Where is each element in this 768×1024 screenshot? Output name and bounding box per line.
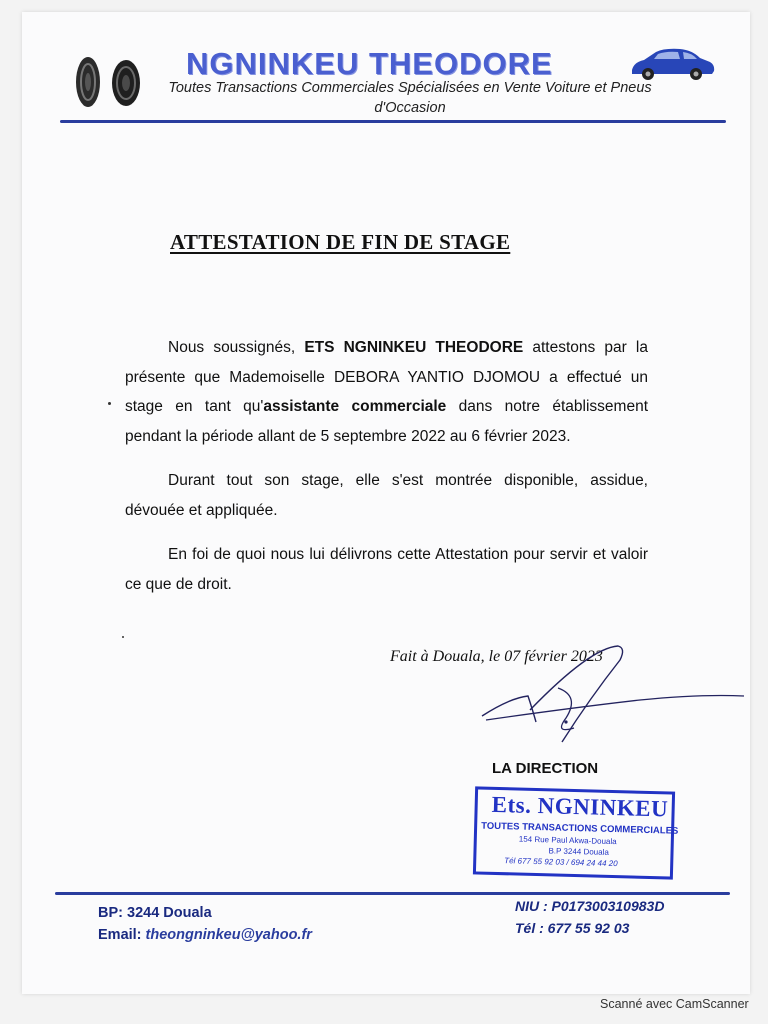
company-stamp	[473, 786, 679, 879]
p1-company: ETS NGNINKEU THEODORE	[304, 339, 524, 356]
stamp-address: 154 Rue Paul Akwa-Douala	[518, 834, 617, 847]
stamp-po-box: B.P 3244 Douala	[548, 846, 609, 857]
company-name: NGNINKEU THEODORE	[186, 46, 553, 81]
stamp-phone: Tél 677 55 92 03 / 694 24 44 20	[504, 856, 618, 869]
place-and-date: Fait à Douala, le 07 février 2023	[390, 648, 603, 665]
paragraph-evaluation: Durant tout son stage, elle s'est montrée disponible, assidue, dévouée et appliquée.	[125, 472, 648, 519]
footer-contact	[98, 902, 312, 946]
paragraph-attestation	[125, 333, 648, 451]
email-value: theongninkeu@yahoo.fr	[145, 927, 312, 943]
footer-identifiers	[515, 895, 664, 939]
scan-speck	[108, 402, 111, 405]
stamp-name: Ets. NGNINKEU	[491, 791, 669, 822]
p1-middle: attestons par la présente que Mademoiselle DEBORA YANTIO DJOMOU a effectué un stage en tant qu'	[125, 339, 648, 415]
document-title: ATTESTATION DE FIN DE STAGE	[170, 230, 511, 254]
stamp-activity: TOUTES TRANSACTIONS COMMERCIALES	[481, 820, 679, 837]
scanner-watermark: Scanné avec CamScanner	[600, 997, 749, 1011]
scan-speck	[122, 636, 124, 638]
company-tagline: Toutes Transactions Commerciales Spécialisées en Vente Voiture et Pneus d'Occasion	[168, 80, 652, 116]
p1-intro: Nous soussignés,	[168, 339, 305, 356]
p1-period: dans notre établissement pendant la période allant de 5 septembre 2022 au 6 février 2023.	[125, 398, 648, 445]
paragraph-closing: En foi de quoi nous lui délivrons cette Attestation pour servir et valoir ce que de droit.	[125, 546, 648, 593]
footer-tel: Tél : 677 55 92 03	[515, 920, 630, 936]
document-body	[125, 333, 648, 614]
footer-email	[98, 924, 312, 946]
car-icon	[628, 46, 716, 82]
p1-role: assistante commerciale	[263, 398, 447, 415]
bp-label: BP:	[98, 905, 123, 921]
email-label: Email:	[98, 927, 142, 943]
bp-value: 3244 Douala	[127, 905, 212, 921]
signatory-title: LA DIRECTION	[492, 760, 599, 777]
footer-niu: NIU : P017300310983D	[515, 898, 665, 914]
footer-bp	[98, 902, 312, 924]
header-divider	[60, 120, 726, 123]
tires-icon	[72, 55, 148, 109]
signature-mark	[470, 638, 750, 756]
